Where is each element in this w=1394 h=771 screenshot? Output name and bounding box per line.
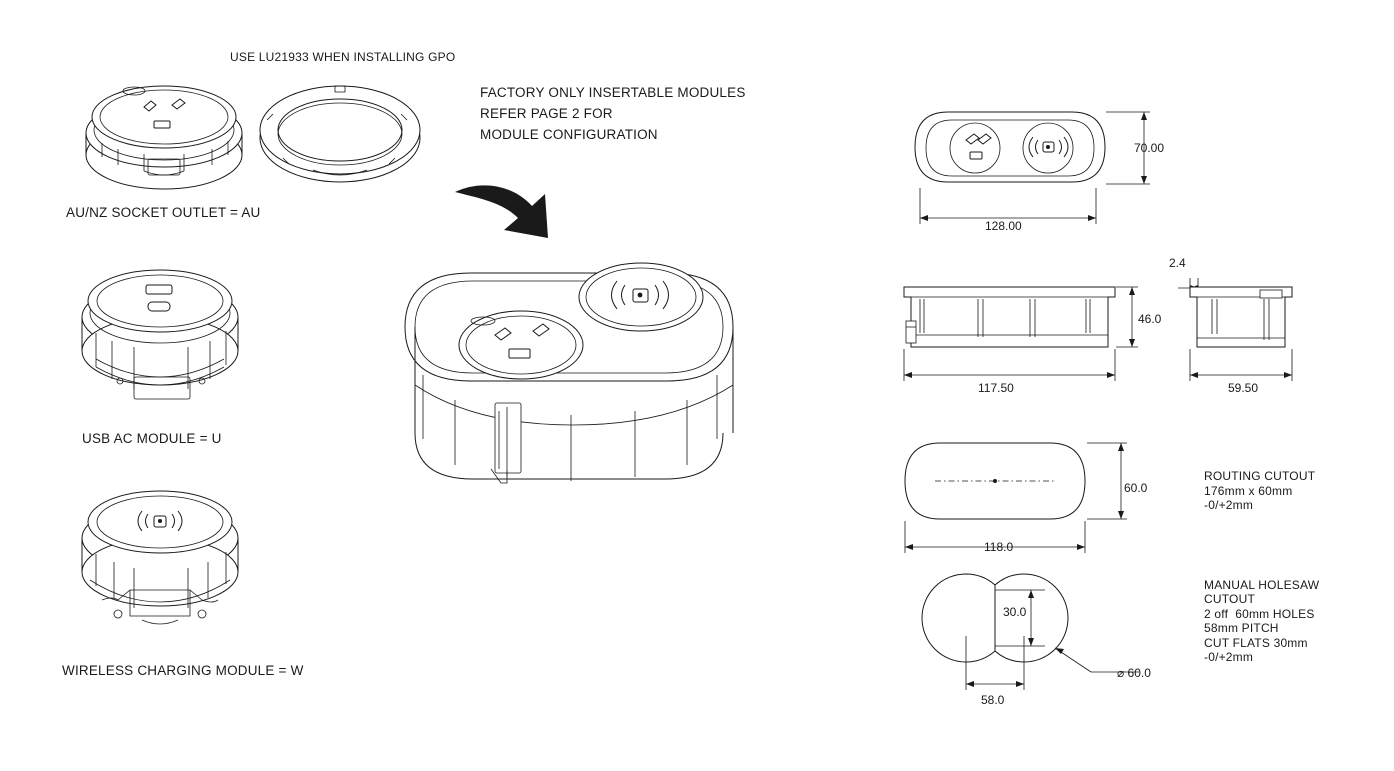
holesaw-diameter-dim: ⌀ 60.0: [1117, 666, 1151, 680]
routing-note-line-3: -0/+2mm: [1204, 498, 1254, 512]
routing-height-dim: 60.0: [1124, 481, 1148, 495]
routing-note-line-2: 176mm x 60mm: [1204, 484, 1293, 498]
side-view-width-dim: 117.50: [978, 381, 1014, 395]
holesaw-cutout-drawing: [895, 560, 1155, 735]
holesaw-note-line-3: 2 off 60mm HOLES: [1204, 607, 1315, 621]
wireless-module-label: WIRELESS CHARGING MODULE = W: [62, 663, 304, 678]
holesaw-flat-dim: 30.0: [1003, 605, 1027, 619]
holesaw-note-line-2: CUTOUT: [1204, 592, 1255, 606]
end-view-width-dim: 59.50: [1228, 381, 1259, 395]
top-view-height-dim: 70.00: [1134, 141, 1165, 155]
gpo-note: USE LU21933 WHEN INSTALLING GPO: [230, 50, 456, 64]
gpo-ring-illustration: [253, 72, 428, 197]
factory-note-line-1: FACTORY ONLY INSERTABLE MODULES: [480, 85, 746, 100]
holesaw-note-line-4: 58mm PITCH: [1204, 621, 1279, 635]
au-module-label: AU/NZ SOCKET OUTLET = AU: [66, 205, 261, 220]
au-module-illustration: [72, 55, 272, 205]
usb-module-label: USB AC MODULE = U: [82, 431, 222, 446]
side-view-height-dim: 46.0: [1138, 312, 1162, 326]
holesaw-note-line-1: MANUAL HOLESAW: [1204, 578, 1320, 592]
holesaw-pitch-dim: 58.0: [981, 693, 1005, 707]
side-section-drawing: [890, 275, 1140, 405]
routing-cutout-drawing: [895, 435, 1148, 565]
holesaw-note-line-5: CUT FLATS 30mm: [1204, 636, 1308, 650]
holesaw-note-line-6: -0/+2mm: [1204, 650, 1254, 664]
wireless-module-illustration: [60, 480, 270, 645]
main-assembly-illustration: [395, 225, 775, 535]
routing-note-line-1: ROUTING CUTOUT: [1204, 469, 1316, 483]
routing-width-dim: 118.0: [984, 540, 1014, 554]
top-view-drawing: [900, 88, 1200, 253]
factory-note-line-2: REFER PAGE 2 FOR: [480, 106, 613, 121]
top-view-width-dim: 128.00: [985, 219, 1022, 233]
wall-thickness-dim: 2.4: [1169, 256, 1186, 270]
factory-note-line-3: MODULE CONFIGURATION: [480, 127, 658, 142]
usb-module-illustration: [60, 255, 270, 420]
